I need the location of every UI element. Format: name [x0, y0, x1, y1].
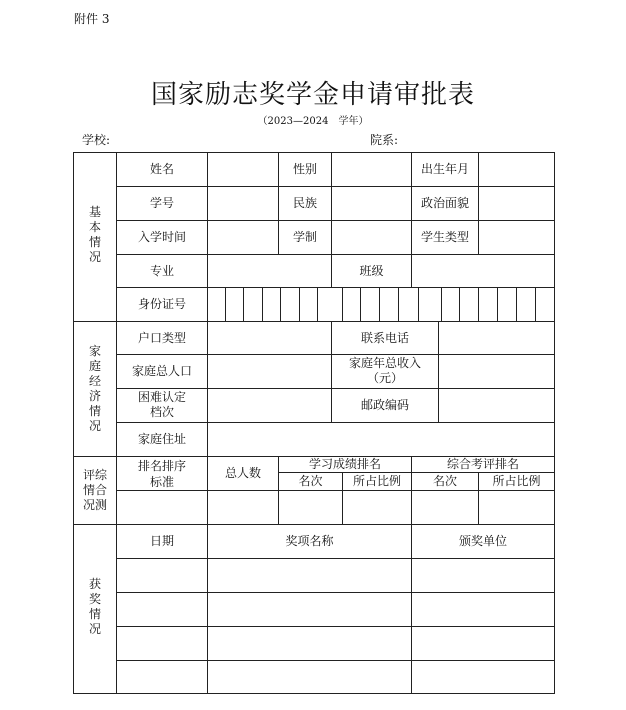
input-program-length[interactable]: [332, 221, 411, 254]
label-academic-rank: 学习成绩排名: [308, 457, 381, 471]
input-id-number[interactable]: [208, 288, 554, 321]
section-awards: 获奖情况: [88, 577, 101, 636]
label-rank-criteria: 排名排序: [137, 459, 186, 473]
label-overall-rank: 综合考评排名: [446, 457, 519, 471]
label-gender: 性别: [292, 162, 317, 176]
input-gender[interactable]: [332, 153, 411, 186]
input-political-status[interactable]: [479, 187, 554, 220]
label-id-number: 身份证号: [137, 297, 186, 311]
input-academic-position[interactable]: [279, 491, 342, 524]
input-class[interactable]: [412, 255, 554, 287]
label-major: 专业: [149, 263, 174, 278]
label-ethnicity: 民族: [292, 196, 317, 210]
section-evaluation-line2: 情合: [82, 483, 107, 497]
label-rank-criteria-2: 标准: [149, 475, 174, 489]
label-name: 姓名: [149, 162, 174, 176]
section-family-economy: 家庭经济情况: [88, 344, 101, 433]
section-evaluation-line3: 况测: [82, 498, 107, 512]
label-annual-income: 家庭年总收入: [348, 356, 421, 370]
input-birth[interactable]: [479, 153, 554, 186]
input-phone[interactable]: [439, 322, 554, 354]
input-student-id[interactable]: [208, 187, 278, 220]
input-hukou-type[interactable]: [208, 322, 331, 354]
label-total-people: 总人数: [224, 466, 261, 480]
label-overall-position: 名次: [432, 474, 457, 488]
label-student-type: 学生类型: [420, 230, 469, 244]
section-evaluation-line1: 评综: [82, 468, 107, 482]
label-phone: 联系电话: [360, 330, 409, 345]
label-enroll-time: 入学时间: [137, 230, 186, 244]
label-class: 班级: [359, 263, 384, 278]
label-postal-code: 邮政编码: [360, 398, 409, 412]
department-field-label: 院系:: [370, 133, 399, 147]
input-major[interactable]: [208, 255, 331, 287]
label-academic-position: 名次: [298, 474, 323, 488]
input-overall-position[interactable]: [412, 491, 478, 524]
label-difficulty-level: 困难认定: [137, 390, 186, 404]
input-enroll-time[interactable]: [208, 221, 278, 254]
attachment-label: 附件 3: [74, 12, 110, 26]
input-rank-criteria[interactable]: [117, 491, 207, 524]
input-difficulty-level[interactable]: [208, 389, 331, 422]
label-student-id: 学号: [149, 196, 174, 210]
input-total-people[interactable]: [208, 491, 278, 524]
input-household-size[interactable]: [208, 355, 331, 388]
label-annual-income-unit: （元）: [366, 371, 403, 385]
award-row[interactable]: [117, 593, 554, 626]
input-student-type[interactable]: [479, 221, 554, 254]
label-household-size: 家庭总人口: [131, 364, 192, 378]
section-basic-info: 基本情况: [88, 205, 101, 264]
input-annual-income[interactable]: [439, 355, 554, 388]
input-postal-code[interactable]: [439, 389, 554, 422]
label-award-name: 奖项名称: [285, 534, 334, 548]
input-overall-percentage[interactable]: [479, 491, 554, 524]
label-political-status: 政治面貌: [420, 196, 469, 210]
award-row[interactable]: [117, 627, 554, 660]
award-row[interactable]: [117, 661, 554, 693]
label-home-address: 家庭住址: [137, 432, 186, 446]
school-field-label: 学校:: [82, 133, 111, 147]
page-title: 国家励志奖学金申请审批表: [150, 80, 475, 110]
label-academic-percentage: 所占比例: [352, 474, 401, 488]
academic-year: （2023—2024 学年）: [257, 116, 369, 127]
input-academic-percentage[interactable]: [343, 491, 411, 524]
label-difficulty-level-2: 档次: [149, 405, 174, 419]
label-award-issuer: 颁奖单位: [458, 534, 507, 548]
label-overall-percentage: 所占比例: [492, 474, 541, 488]
award-row[interactable]: [117, 559, 554, 592]
label-award-date: 日期: [149, 534, 174, 548]
input-home-address[interactable]: [208, 423, 554, 456]
label-birth: 出生年月: [420, 162, 469, 176]
label-program-length: 学制: [292, 230, 317, 244]
input-ethnicity[interactable]: [332, 187, 411, 220]
label-hukou-type: 户口类型: [137, 330, 186, 345]
